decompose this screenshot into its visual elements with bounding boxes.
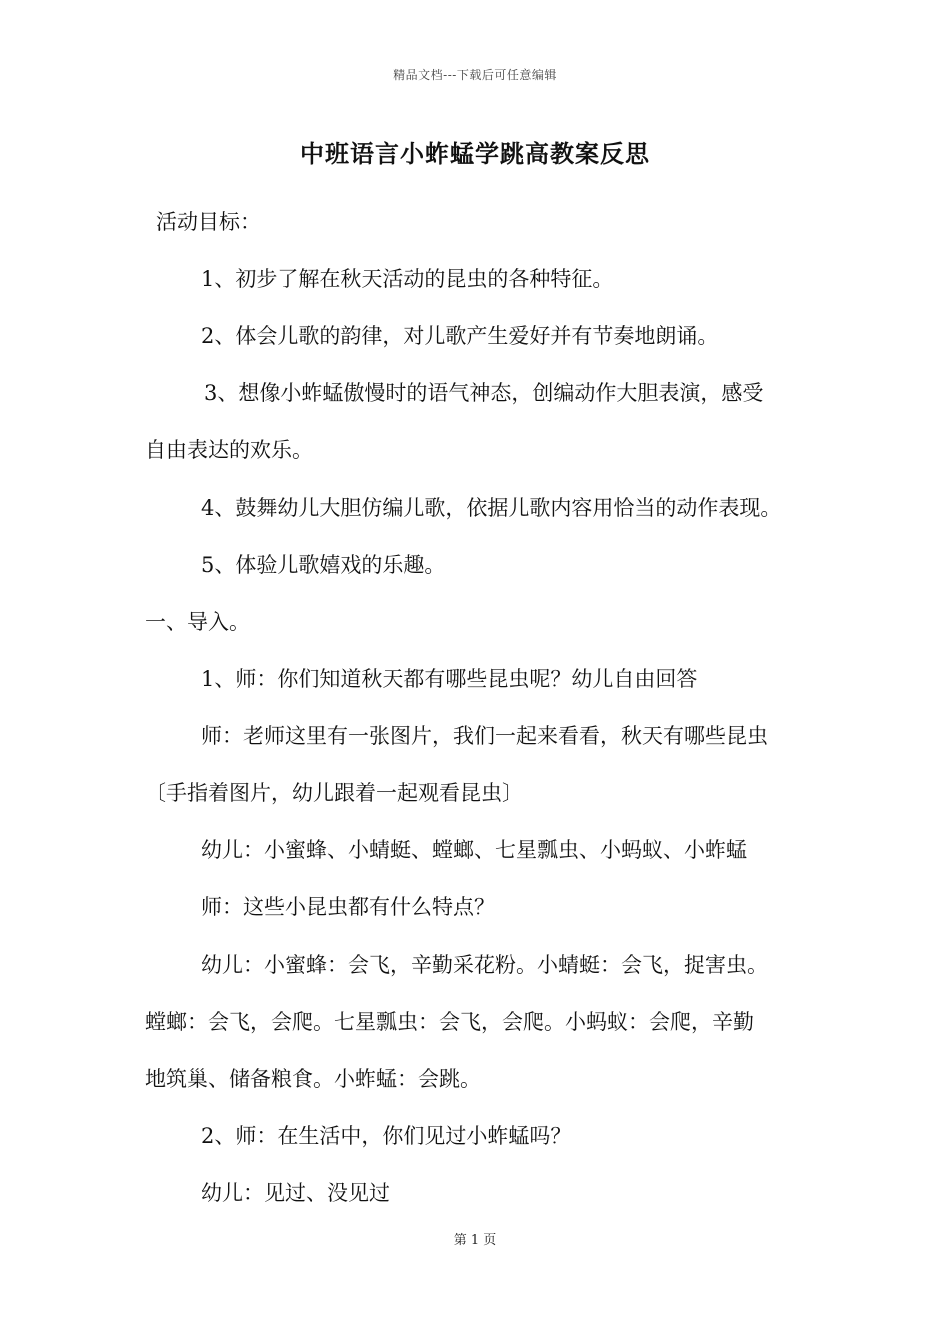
paragraph-line: 地筑巢、储备粮食。小蚱蜢：会跳。 xyxy=(145,1067,481,1091)
paragraph-line: 师：这些小昆虫都有什么特点？ xyxy=(201,895,495,919)
paragraph-line: 幼儿：小蜜蜂：会飞，辛勤采花粉。小蜻蜓：会飞，捉害虫。 xyxy=(201,953,768,977)
paragraph-line: 活动目标： xyxy=(156,210,261,234)
header-note: 精品文档---下载后可任意编辑 xyxy=(393,68,557,82)
paragraph-line: 1、师：你们知道秋天都有哪些昆虫呢？幼儿自由回答 xyxy=(201,667,698,691)
paragraph-line: 〔手指着图片，幼儿跟着一起观看昆虫〕 xyxy=(145,781,523,805)
paragraph-line: 自由表达的欢乐。 xyxy=(145,438,313,462)
paragraph-line: 1、初步了解在秋天活动的昆虫的各种特征。 xyxy=(201,267,614,291)
document-title: 中班语言小蚱蜢学跳高教案反思 xyxy=(300,139,650,168)
paragraph-line: 2、体会儿歌的韵律，对儿歌产生爱好并有节奏地朗诵。 xyxy=(201,324,719,348)
paragraph-line: 幼儿：见过、没见过 xyxy=(201,1181,390,1205)
paragraph-line: 师：老师这里有一张图片，我们一起来看看，秋天有哪些昆虫 xyxy=(201,724,768,748)
paragraph-line: 一、导入。 xyxy=(145,610,250,634)
paragraph-line: 5、体验儿歌嬉戏的乐趣。 xyxy=(201,553,446,577)
paragraph-line: 2、师：在生活中，你们见过小蚱蜢吗？ xyxy=(201,1124,572,1148)
paragraph-line: 幼儿：小蜜蜂、小蜻蜓、螳螂、七星瓢虫、小蚂蚁、小蚱蜢 xyxy=(201,838,747,862)
paragraph-line: 螳螂：会飞，会爬。七星瓢虫：会飞，会爬。小蚂蚁：会爬，辛勤 xyxy=(145,1010,754,1034)
page-number: 第 1 页 xyxy=(453,1233,497,1248)
paragraph-line: 3、想像小蚱蜢傲慢时的语气神态，创编动作大胆表演，感受 xyxy=(204,381,764,405)
paragraph-line: 4、鼓舞幼儿大胆仿编儿歌，依据儿歌内容用恰当的动作表现。 xyxy=(201,496,782,520)
